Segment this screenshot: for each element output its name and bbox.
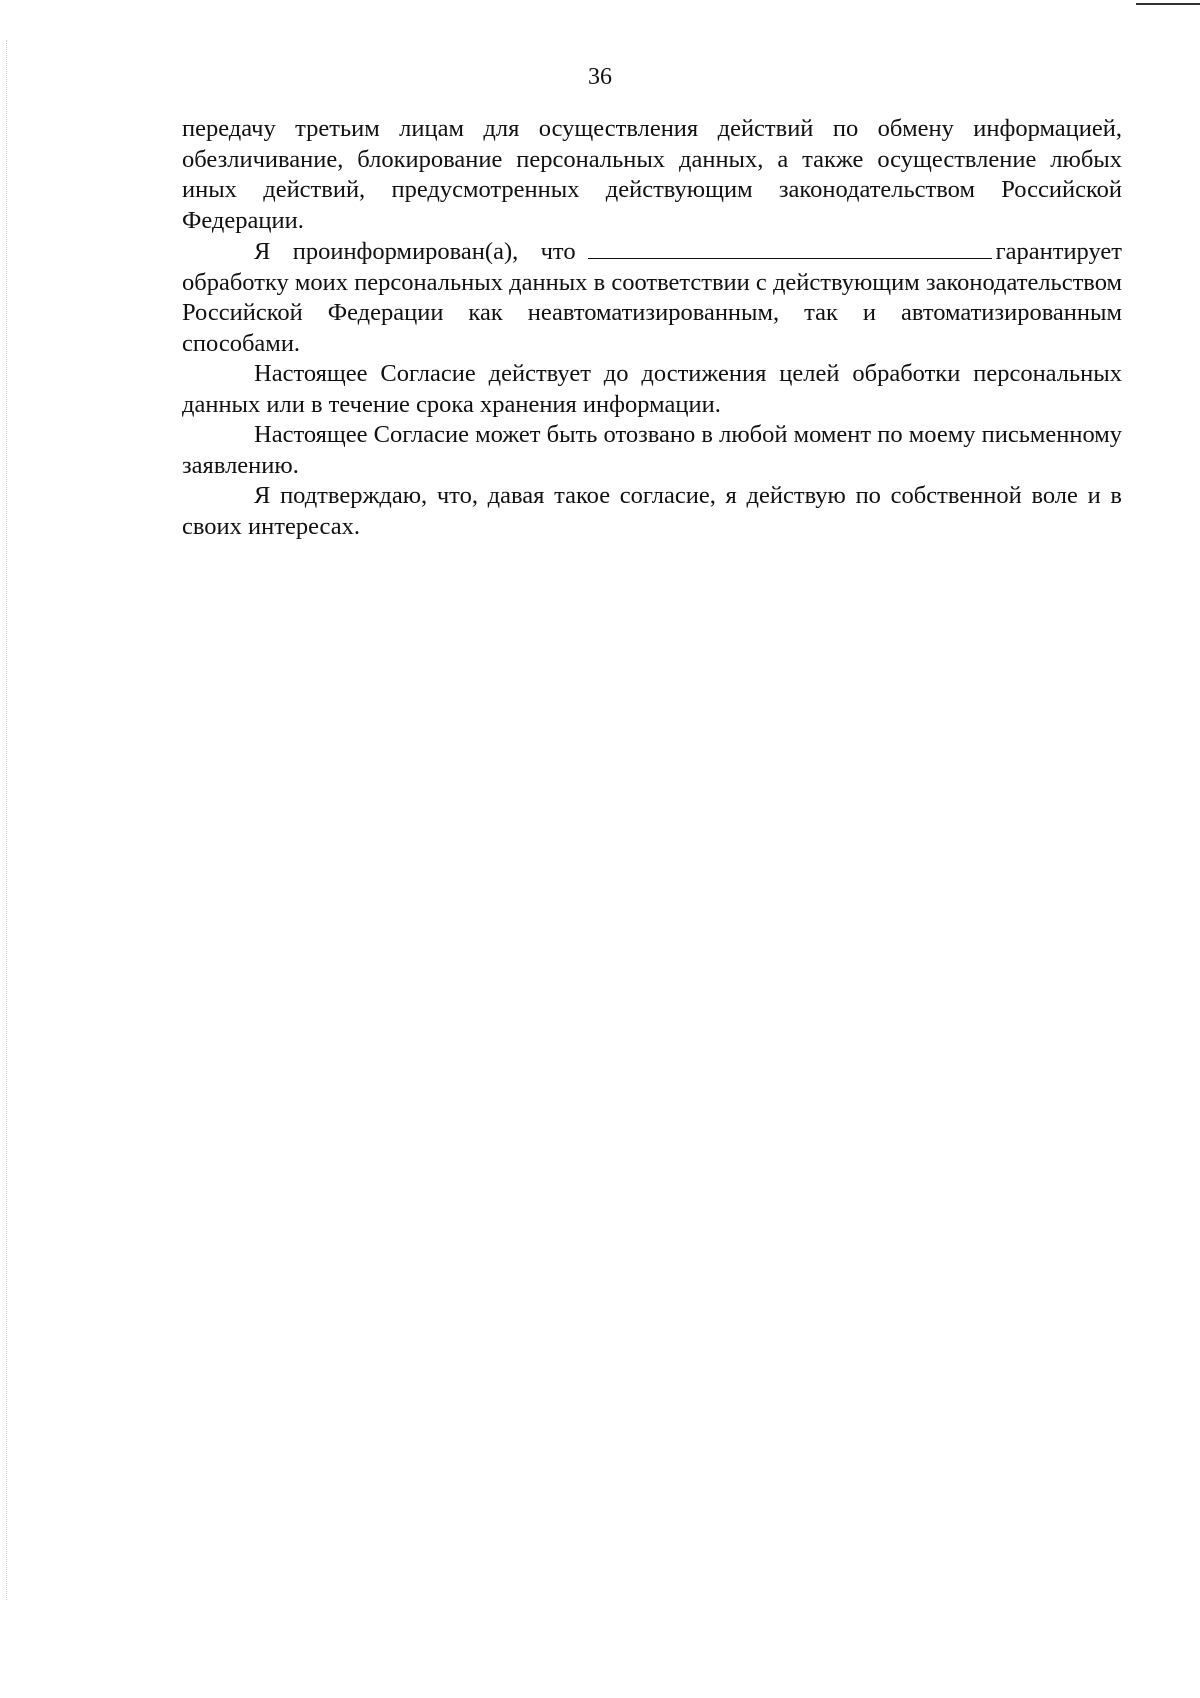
paragraph-confirmation: Я подтверждаю, что, давая такое согласие, я действую по собственной воле и в своих интересах. [182,482,1122,540]
page-number: 36 [588,64,612,90]
paragraph-revocation: Настоящее Согласие может быть отозвано в любой момент по моему письменному заявлению. [182,421,1122,479]
document-body [182,114,1122,542]
informed-text-start: Я проинформирован(а), что [254,238,576,265]
paragraph-continuation: передачу третьим лицам для осуществления действий по обмену информацией, обезличивание, блокирование персональных данных, а также осуществление любых иных действий, предусмотренных действующим законодательством Российской Федерации. [182,115,1122,234]
paragraph-informed [182,236,1122,359]
scan-edge-marks [6,40,9,1600]
organization-name-blank [588,236,992,259]
top-edge-line [1136,3,1200,5]
informed-text-end: гарантирует обработку моих персональных данных в соответствии с действующим законодательством Российской Федерации как неавтоматизированным, так и автоматизированным способами. [182,238,1122,357]
paragraph-validity: Настоящее Согласие действует до достижения целей обработки персональных данных или в течение срока хранения информации. [182,360,1122,418]
